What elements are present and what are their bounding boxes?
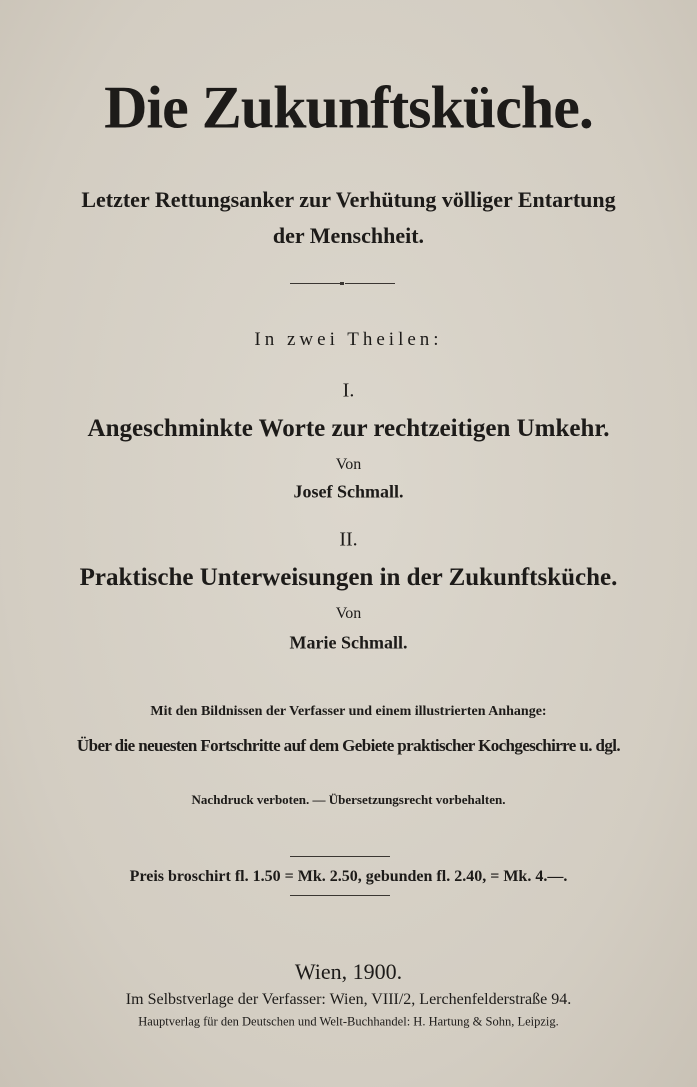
- supplement-intro: Mit den Bildnissen der Verfasser und einem illustrierten Anhange:: [150, 704, 547, 719]
- part-2-author: Marie Schmall.: [289, 632, 408, 653]
- part-1-author: Josef Schmall.: [293, 481, 404, 502]
- price-line: Preis broschirt fl. 1.50 = Mk. 2.50, gebunden fl. 2.40, = Mk. 4.—.: [129, 868, 568, 885]
- subtitle-line-1: Letzter Rettungsanker zur Verhütung völliger Entartung: [81, 187, 616, 212]
- parts-intro: In zwei Theilen:: [254, 329, 443, 350]
- book-title: Die Zukunftsküche.: [104, 74, 593, 141]
- price-rule-bottom: [290, 895, 390, 896]
- part-1-by: Von: [335, 456, 362, 473]
- subtitle-line-2: der Menschheit.: [272, 223, 425, 248]
- part-1-numeral: I.: [342, 379, 355, 402]
- part-2-numeral: II.: [339, 528, 358, 551]
- self-publish-line: Im Selbstverlage der Verfasser: Wien, VIII/2, Lerchenfelderstraße 94.: [125, 991, 572, 1008]
- main-publisher-line: Hauptverlag für den Deutschen und Welt-Buchhandel: H. Hartung & Sohn, Leipzig.: [138, 1014, 559, 1029]
- place-year: Wien, 1900.: [294, 959, 403, 984]
- supplement-title: Über die neuesten Fortschritte auf dem Gebiete praktischer Kochgeschirre u. dgl.: [76, 736, 621, 755]
- price-rule-top: [290, 856, 390, 857]
- part-2-by: Von: [335, 605, 362, 622]
- ornament-dot: [340, 282, 344, 285]
- part-1-title: Angeschminkte Worte zur rechtzeitigen Umkehr.: [87, 415, 610, 442]
- rights-notice: Nachdruck verboten. — Übersetzungsrecht vorbehalten.: [191, 792, 506, 807]
- part-2-title: Praktische Unterweisungen in der Zukunftsküche.: [79, 564, 618, 591]
- ornament-rule-right: [345, 283, 395, 284]
- ornament-rule-left: [290, 283, 340, 284]
